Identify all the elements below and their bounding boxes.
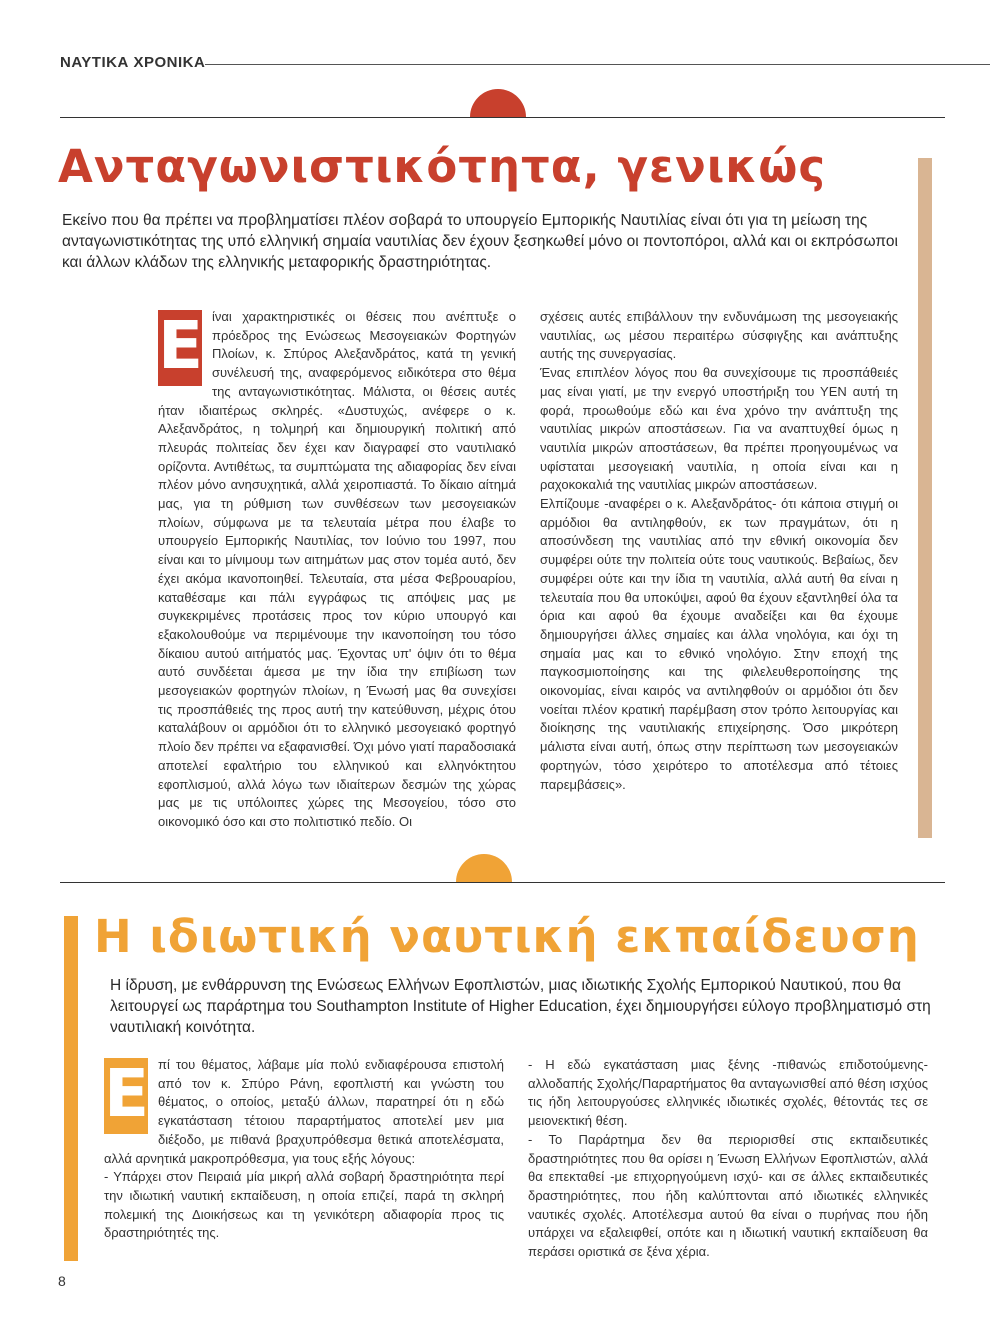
header-rule [205,64,990,65]
article2-title: Η ιδιωτική ναυτική εκπαίδευση [94,910,920,963]
red-semicircle-ornament [470,89,526,117]
magazine-header-label: ΝΑΥΤΙΚΑ ΧΡΟΝΙΚΑ [60,54,206,71]
orange-semicircle-ornament [456,854,512,882]
article1-right-column [540,308,898,794]
article1-right-paragraph: Ένας επιπλέον λόγος που θα συνεχίσουμε τις προσπάθειές μας είναι γιατί, με την ενεργό υποστήριξη του ΥΕΝ αυτή τη φορά, προωθούμε εδώ και ένα χρόνο την ανάπτυξη της ναυτιλίας μικρών αποστάσεων. Για να αναπτυχθεί όμως η ναυτιλία μικρών αποστάσεων, θα πρέπει προηγουμένως να υφίσταται μεσογειακή ναυτιλία, η οποία είναι και η ραχοκοκαλιά της ναυτιλίας μικρών αποστάσεων. [540,365,898,493]
article2-right-paragraph: - Η εδώ εγκατάσταση μιας ξένης -πιθανώς επιδοτούμενης- αλλοδαπής Σχολής/Παραρτήματος θα ανταγωνισθεί από θέση ισχύος τις ήδη λειτουργούσες ελληνικές ιδιωτικές σχολές, θέτοντάς τες σε μειονεκτική θέση. [528,1057,928,1129]
article2-lead: Η ίδρυση, με ενθάρρυνση της Ενώσεως Ελλήνων Εφοπλιστών, μιας ιδιωτικής Σχολής Εμπορικού Ναυτικού, που θα λειτουργεί ως παράρτημα του Southampton Institute of Higher Education, έχει δημιουργήσει εύλογο προβληματισμό στη ναυτιλιακή κοινότητα. [110,977,931,1036]
article2-left-column [104,1056,504,1243]
article1-lead: Εκείνο που θα πρέπει να προβληματίσει πλέον σοβαρά το υπουργείο Εμπορικής Ναυτιλίας είναι ότι για τη μείωση της ανταγωνιστικότητας της υπό ελληνική σημαία ναυτιλίας δεν έχουν ξεσηκωθεί μόνο οι ποντοπόροι, αλλά και οι εκπρόσωποι και άλλων κλάδων της ελληνικής μεταφορικής δραστηριότητας. [62,212,898,271]
article2-left-paragraph: - Υπάρχει στον Πειραιά μία μικρή αλλά σοβαρή δραστηριότητα περί την ιδιωτική ναυτική εκπαίδευση, η οποία επιζεί, παρά τη σκληρή πολεμική της Διοικήσεως και τη γενικότερη αδιαφορία προς τις δραστηριότητές της. [104,1169,504,1241]
page-number: 8 [58,1273,66,1289]
article2-dropcap: Ε [104,1055,150,1132]
article2-right-column [528,1056,928,1262]
article1-left-column [158,308,516,832]
top-separator-rule [60,117,945,118]
article1-dropcap: Ε [158,307,204,384]
article2-right-paragraph: - Το Παράρτημα δεν θα περιορισθεί στις εκπαιδευτικές δραστηριότητες που θα ορίσει η Ένωση Ελλήνων Εφοπλιστών, αλλά θα επεκταθεί -με επιχορηγούμενη ισχύ- και σε άλλες εκπαιδευτικές δραστηριότητες, που ήδη καλύπτονται από ιδιωτικές ελληνικές ναυτικές σχολές. Αποτέλεσμα αυτού θα είναι ο πυρήνας που ήδη υπάρχει να εξαλειφθεί, οπότε και η ιδιωτική ναυτική εκπαίδευση θα περάσει οριστικά σε ξένα χέρια. [528,1131,928,1260]
article1-title: Ανταγωνιστικότητα, γενικώς [58,140,827,193]
middle-separator-rule [60,882,945,883]
article2-side-bar [64,916,78,1261]
article1-side-bar [918,158,932,838]
article2-left-paragraph: πί του θέματος, λάβαμε μία πολύ ενδιαφέρουσα επιστολή από τον κ. Σπύρο Ράνη, εφοπλιστή και γνώστη του θέματος, ο οποίος, μεταξύ άλλων, παρατηρεί ότι η εδώ εγκατάσταση τέτοιου παραρτήματος αποτελεί μεν μια διέξοδο, με πιθανά βραχυπρόθεσμα θετικά αποτελέσματα, αλλά αρνητικά μακροπρόθεσμα, για τους εξής λόγους: [104,1057,504,1166]
article1-right-paragraph: σχέσεις αυτές επιβάλλουν την ενδυνάμωση της μεσογειακής ναυτιλίας, ως μέσου περαιτέρω σύσφιγξης και ανάπτυξης αυτής της συνεργασίας. [540,309,898,362]
article1-right-paragraph: Ελπίζουμε -αναφέρει ο κ. Αλεξανδράτος- ότι κάποια στιγμή οι αρμόδιοι θα αντιληφθούν, εκ των πραγμάτων, ότι η αποσύνδεση της ναυτιλίας από την εθνική οικονομία δεν συμφέρει ούτε την πολιτεία ούτε τους ναυτικούς. Βεβαίως, δεν συμφέρει ούτε και την ίδια τη ναυτιλία, αλλά αυτή θα είναι η τελευταία που θα υποκύψει, αφού θα έχουν εξαντληθεί όλα τα όρια και αφού θα έχουμε αναδείξει και θα έχουμε δημιουργήσει άλλες σημαίες και άλλα νηολόγια, και όχι τη σημαία μας και το εθνικό νηολόγιο. Στην εποχή της παγκοσμιοποίησης και της φιλελευθεροποίησης της οικονομίας, είναι καιρός να αντιληφθούν οι αρμόδιοι ότι δεν νοείται πλέον κρατική παρέμβαση στον τρόπο λειτουργίας και διοίκησης της ναυτιλιακής επιχείρησης. Όσο μικρότερη μάλιστα είναι αυτή, όπως στην περίπτωση των μεσογειακών φορτηγών, τόσο χειρότερο το αποτέλεσμα από τέτοιες παρεμβάσεις». [540,496,898,792]
article1-left-paragraph: ίναι χαρακτηριστικές οι θέσεις που ανέπτυξε ο πρόεδρος της Ενώσεως Μεσογειακών Φορτηγών Πλοίων, κ. Σπύρος Αλεξανδράτος, κατά τη γενική συνέλευσή της, αναφερόμενος ειδικότερα στο θέμα της ανταγωνιστικότητας. Μάλιστα, οι θέσεις αυτές ήταν ιδιαιτέρως σκληρές. «Δυστυχώς, ανέφερε ο κ. Αλεξανδράτος, η τολμηρή και δημιουργική πολιτική από πλευράς πολιτείας δεν έχει καν διαγραφεί στο ναυτιλιακό ορίζοντα. Αντιθέτως, τα συμπτώματα της αδιαφορίας δεν είναι πλέον μόνο ανησυχητικά, αλλά χειροπιαστά. Το δίκαιο αίτημά μας, για τη ρύθμιση των συνθέσεων των μεσογειακών πλοίων, σύμφωνα με τα τελευταία μέτρα που έλαβε το υπουργείο Εμπορικής Ναυτιλίας, τον Ιούνιο του 1997, που είναι και το μίνιμουμ των αιτημάτων μας στον τομέα αυτό, δεν έχει ακόμα ικανοποιηθεί. Τελευταία, στα μέσα Φεβρουαρίου, καταθέσαμε και πάλι εγγράφως τις απόψεις μας με συγκεκριμένες προτάσεις προς τον κύριο υπουργό και εξακολουθούμε να περιμένουμε την ικανοποίηση του τόσο δίκαιου αυτού αιτήματός μας. Έχοντας υπ' όψιν ότι το θέμα αυτό συνδέεται άμεσα με την ίδια την επιβίωση των μεσογειακών φορτηγών πλοίων, η Ένωσή μας θα συνεχίσει τις προσπάθειές της προς αυτή την κατεύθυνση, μέχρις ότου καταλάβουν οι αρμόδιοι ότι το ελληνικό μεσογειακό φορτηγό πλοίο δεν πρέπει να εξαφανισθεί. Όχι μόνο γιατί παραδοσιακά αποτελεί εφαλτήριο του ελληνικού και ελληνόκτητου εφοπλισμού, αλλά λόγω των ιδιαίτερων δεσμών της χώρας μας με τις υπόλοιπες χώρες της Μεσογείου, τόσο στο οικονομικό όσο και στο πολιτιστικό πεδίο. Οι [158,309,516,829]
